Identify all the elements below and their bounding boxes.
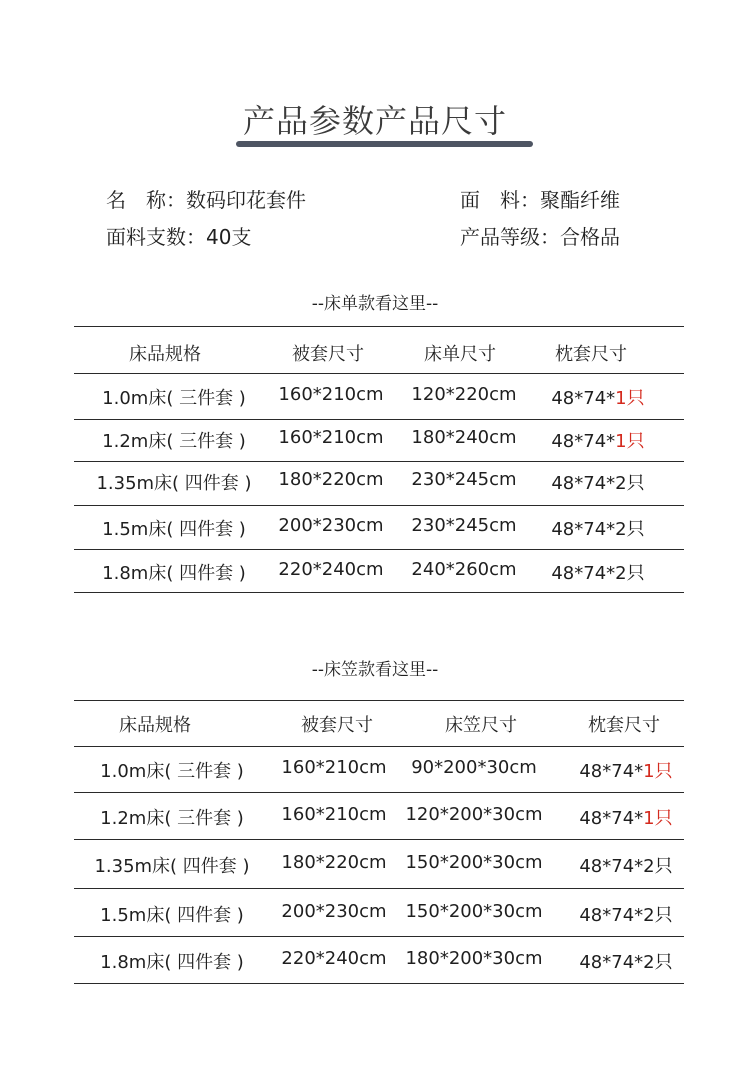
- cell-quilt: 160*210cm: [278, 427, 384, 448]
- cell-quilt: 220*240cm: [278, 559, 384, 580]
- cell-spec: 1.35m床( 四件套 ): [94, 856, 250, 877]
- header-sheet: 床单尺寸: [424, 344, 496, 365]
- pillow-count: 2只: [643, 905, 673, 926]
- table-rule-2: [74, 792, 684, 793]
- pillow-size: 48*74*: [579, 952, 644, 973]
- cell-pillow: [518, 469, 678, 495]
- title-underline: [236, 141, 533, 147]
- page-title: 产品参数产品尺寸: [242, 102, 507, 140]
- spec-thread-count-value: 40支: [206, 225, 252, 249]
- table-rule-4: [74, 505, 684, 506]
- pillow-count: 2只: [615, 473, 645, 494]
- cell-pillow: [546, 901, 706, 927]
- cell-spec: 1.2m床( 三件套 ): [100, 808, 244, 829]
- cell-quilt: 160*210cm: [278, 384, 384, 405]
- spec-name-label: 名 称：: [106, 188, 186, 212]
- pillow-count: 2只: [615, 519, 645, 540]
- cell-quilt: 220*240cm: [281, 948, 387, 969]
- table-rule-1: [74, 746, 684, 747]
- header-spec: 床品规格: [129, 344, 201, 365]
- table-rule-5: [74, 549, 684, 550]
- cell-quilt: 160*210cm: [281, 804, 387, 825]
- header-quilt: 被套尺寸: [301, 715, 373, 736]
- cell-spec: 1.5m床( 四件套 ): [100, 905, 244, 926]
- cell-pillow: [518, 559, 678, 585]
- pillow-count: 1只: [643, 808, 673, 829]
- table-rule-6: [74, 983, 684, 984]
- cell-pillow: [518, 427, 678, 453]
- header-sheet: 床笠尺寸: [445, 715, 517, 736]
- pillow-count: 1只: [615, 431, 645, 452]
- table-rule-0: [74, 326, 684, 327]
- pillow-size: 48*74*: [551, 388, 616, 409]
- spec-grade: [460, 221, 620, 250]
- cell-quilt: 200*230cm: [281, 901, 387, 922]
- cell-spec: 1.2m床( 三件套 ): [102, 431, 246, 452]
- section-title: --床单款看这里--: [311, 294, 439, 314]
- cell-sheet: 230*245cm: [411, 515, 517, 536]
- pillow-size: 48*74*: [551, 563, 616, 584]
- cell-spec: 1.8m床( 四件套 ): [102, 563, 246, 584]
- pillow-size: 48*74*: [551, 431, 616, 452]
- header-spec: 床品规格: [119, 715, 191, 736]
- cell-sheet: 180*200*30cm: [405, 948, 543, 969]
- spec-thread-count: [106, 221, 251, 250]
- pillow-size: 48*74*: [579, 761, 644, 782]
- cell-sheet: 120*200*30cm: [405, 804, 543, 825]
- pillow-size: 48*74*: [551, 519, 616, 540]
- spec-grade-value: 合格品: [560, 225, 620, 249]
- cell-pillow: [546, 852, 706, 878]
- pillow-size: 48*74*: [551, 473, 616, 494]
- section-title: --床笠款看这里--: [311, 660, 439, 680]
- pillow-count: 1只: [643, 761, 673, 782]
- table-rule-1: [74, 373, 684, 374]
- cell-sheet: 90*200*30cm: [411, 757, 537, 778]
- cell-sheet: 180*240cm: [411, 427, 517, 448]
- cell-pillow: [518, 384, 678, 410]
- cell-sheet: 240*260cm: [411, 559, 517, 580]
- table-rule-0: [74, 700, 684, 701]
- cell-quilt: 200*230cm: [278, 515, 384, 536]
- pillow-size: 48*74*: [579, 808, 644, 829]
- table-rule-3: [74, 839, 684, 840]
- spec-thread-count-label: 面料支数：: [106, 225, 206, 249]
- spec-fabric-label: 面 料：: [460, 188, 540, 212]
- pillow-size: 48*74*: [579, 905, 644, 926]
- spec-fabric-value: 聚酯纤维: [540, 188, 620, 212]
- cell-sheet: 150*200*30cm: [405, 901, 543, 922]
- table-rule-4: [74, 888, 684, 889]
- pillow-count: 2只: [615, 563, 645, 584]
- table-rule-3: [74, 461, 684, 462]
- cell-spec: 1.0m床( 三件套 ): [102, 388, 246, 409]
- pillow-count: 2只: [643, 952, 673, 973]
- cell-quilt: 180*220cm: [281, 852, 387, 873]
- pillow-count: 1只: [615, 388, 645, 409]
- table-rule-5: [74, 936, 684, 937]
- spec-name-value: 数码印花套件: [186, 188, 306, 212]
- cell-pillow: [518, 515, 678, 541]
- header-pillow: 枕套尺寸: [555, 344, 627, 365]
- header-pillow: 枕套尺寸: [588, 715, 660, 736]
- cell-spec: 1.8m床( 四件套 ): [100, 952, 244, 973]
- cell-sheet: 230*245cm: [411, 469, 517, 490]
- spec-fabric: [460, 184, 620, 213]
- table-rule-2: [74, 419, 684, 420]
- table-rule-6: [74, 592, 684, 593]
- cell-pillow: [546, 948, 706, 974]
- pillow-count: 2只: [643, 856, 673, 877]
- cell-spec: 1.5m床( 四件套 ): [102, 519, 246, 540]
- header-quilt: 被套尺寸: [292, 344, 364, 365]
- cell-spec: 1.35m床( 四件套 ): [96, 473, 252, 494]
- cell-sheet: 150*200*30cm: [405, 852, 543, 873]
- cell-spec: 1.0m床( 三件套 ): [100, 761, 244, 782]
- pillow-size: 48*74*: [579, 856, 644, 877]
- cell-pillow: [546, 804, 706, 830]
- spec-name: [106, 184, 306, 213]
- cell-pillow: [546, 757, 706, 783]
- spec-grade-label: 产品等级：: [460, 225, 560, 249]
- cell-quilt: 160*210cm: [281, 757, 387, 778]
- cell-sheet: 120*220cm: [411, 384, 517, 405]
- cell-quilt: 180*220cm: [278, 469, 384, 490]
